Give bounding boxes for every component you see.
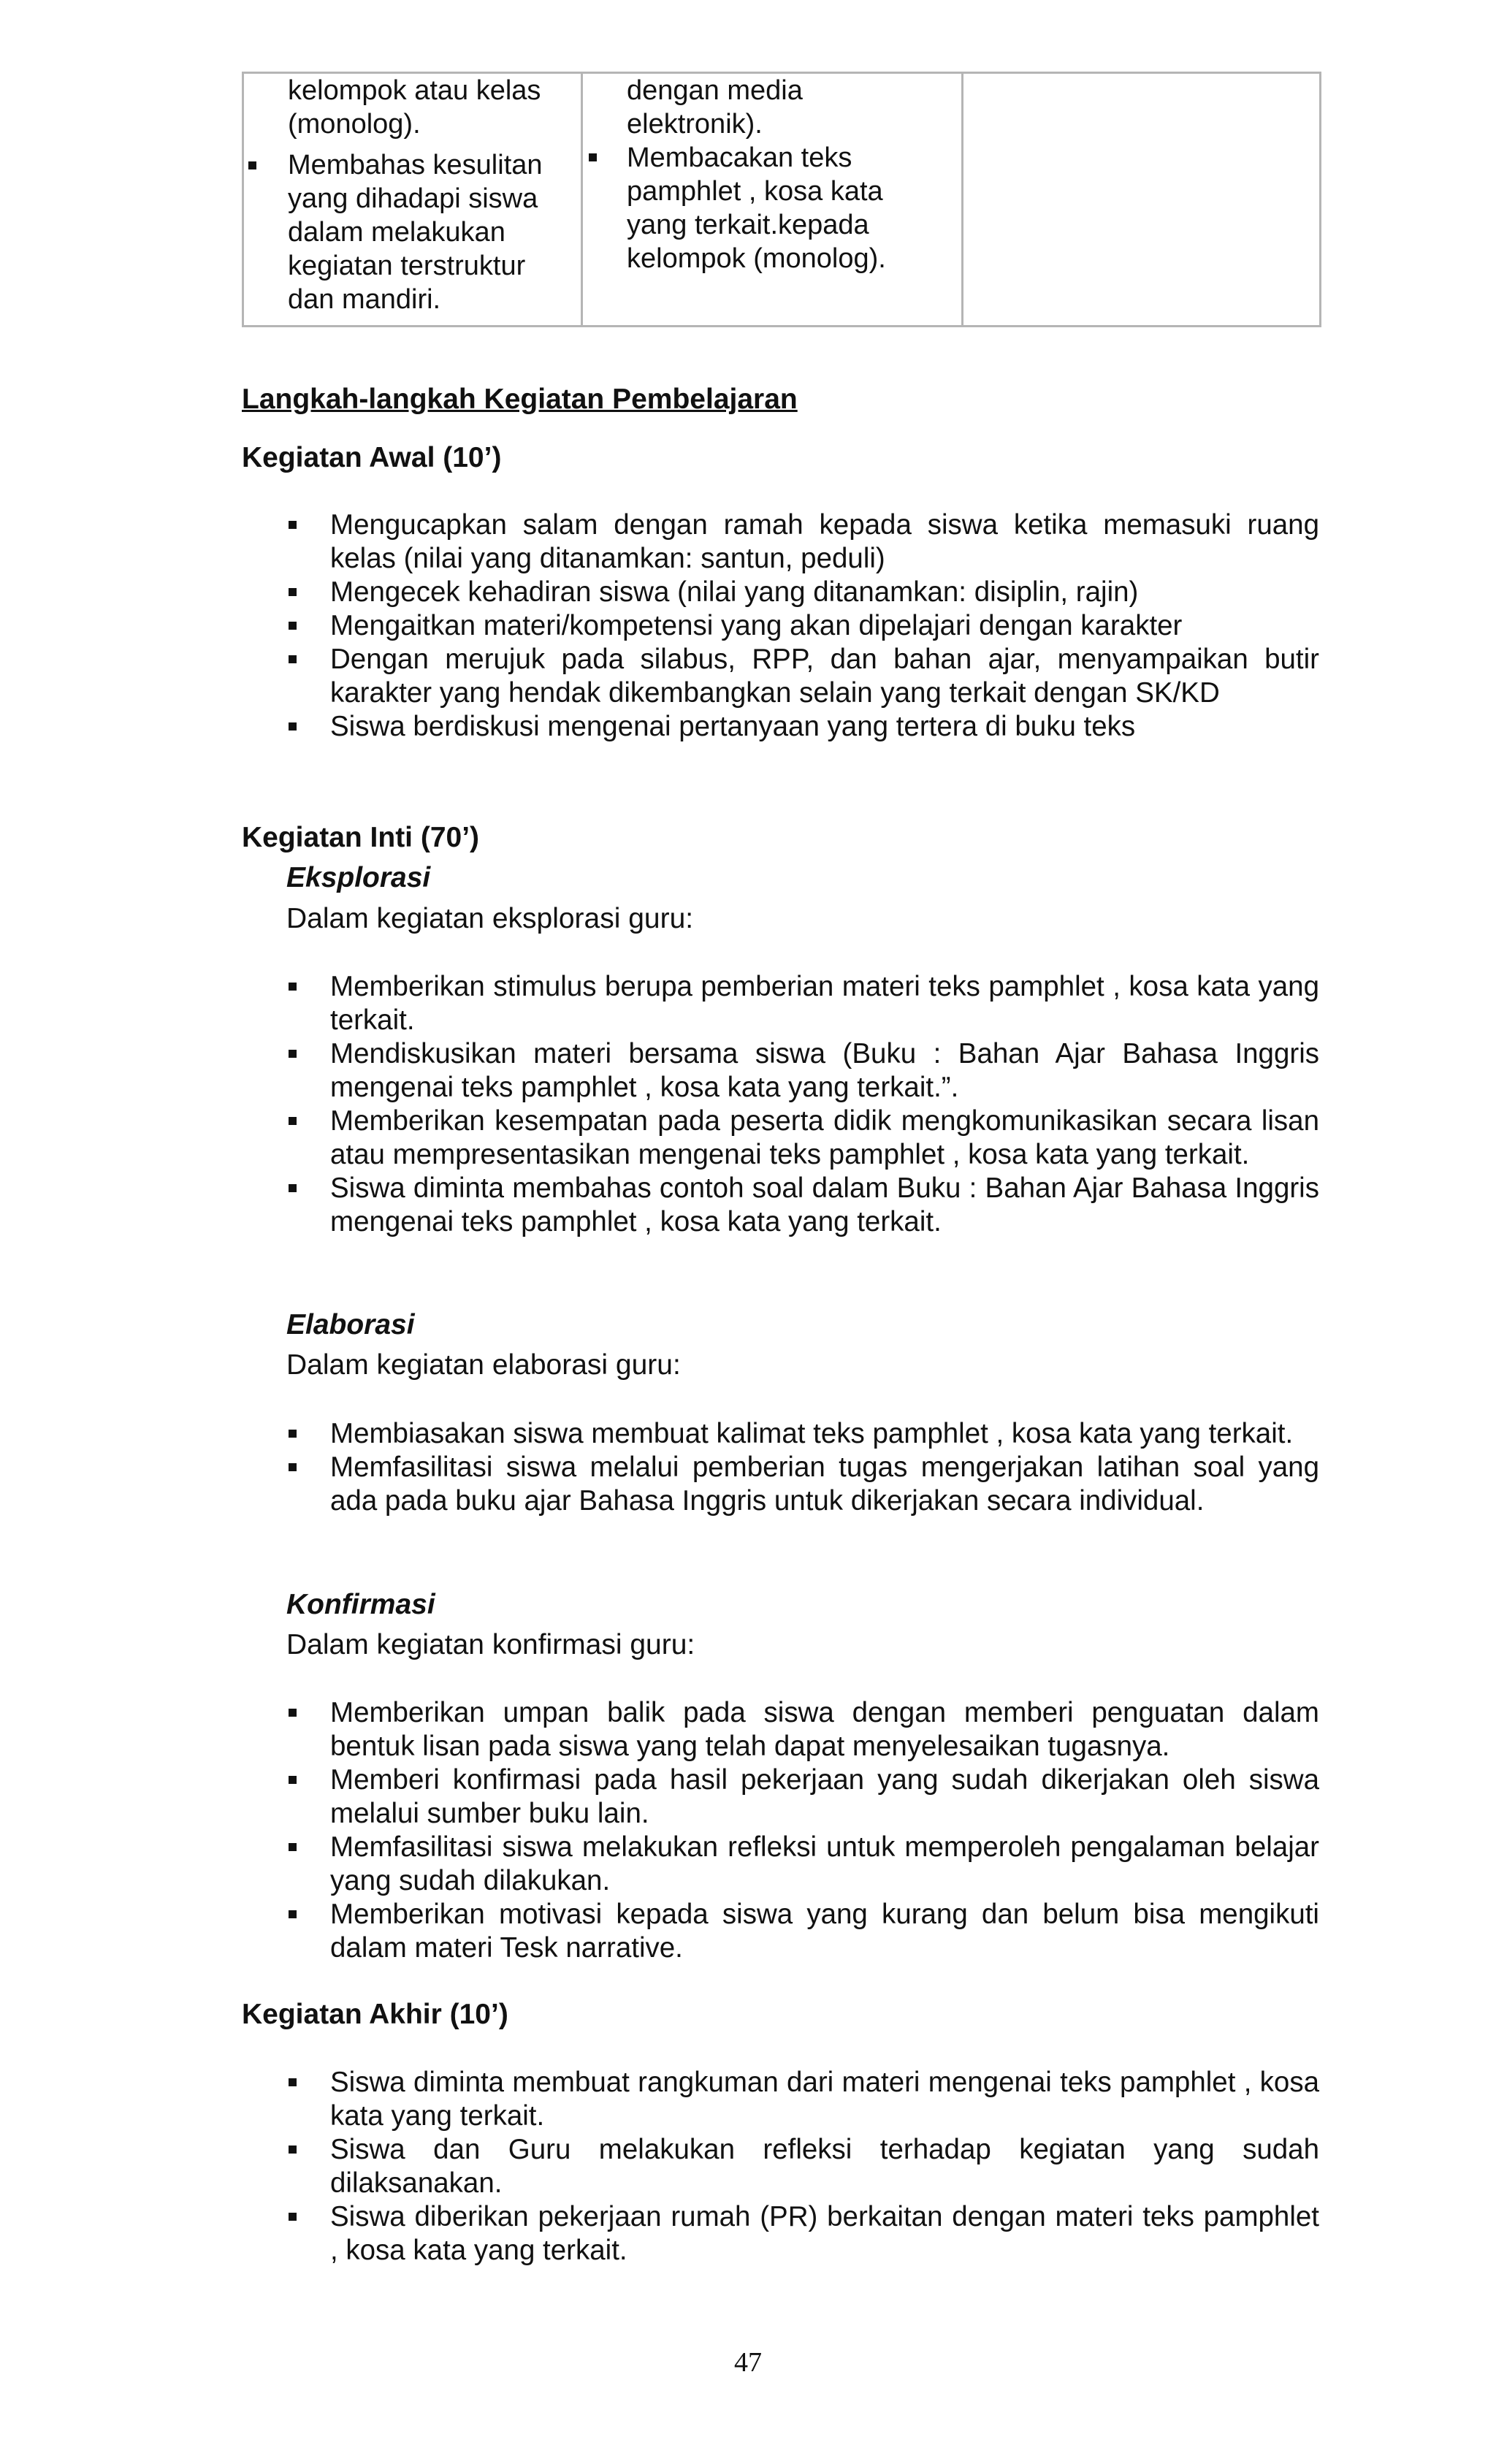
subheading-elaborasi: Elaborasi [286, 1309, 415, 1340]
cell-text-line: (monolog). [288, 109, 421, 140]
list-item: Memfasilitasi siswa melakukan refleksi untuk memperoleh pengalaman belajar yang sudah dilakukan. [330, 1831, 1319, 1896]
page-number: 47 [734, 2347, 762, 2378]
list-item: Membiasakan siswa membuat kalimat teks pamphlet , kosa kata yang terkait. [330, 1417, 1319, 1451]
cell-bullet-line: kegiatan terstruktur [288, 251, 526, 281]
intro-konfirmasi: Dalam kegiatan konfirmasi guru: [286, 1629, 695, 1660]
cell-bullet-line: Membacakan teks [627, 142, 852, 173]
intro-eksplorasi: Dalam kegiatan eksplorasi guru: [286, 903, 694, 934]
list-item: Siswa diberikan pekerjaan rumah (PR) berkaitan dengan materi teks pamphlet , kosa kata yang terkait. [330, 2201, 1319, 2266]
list-item: Siswa dan Guru melakukan refleksi terhadap kegiatan yang sudah dilaksanakan. [330, 2134, 1319, 2199]
cell-bullet-line: Membahas kesulitan [288, 150, 543, 180]
cell-bullet-line: yang terkait.kepada [627, 210, 869, 240]
list-item: Memfasilitasi siswa melalui pemberian tugas mengerjakan latihan soal yang ada pada buku ajar Bahasa Inggris untuk dikerjakan secara individual. [330, 1452, 1319, 1517]
list-item: Siswa diminta membahas contoh soal dalam Buku : Bahan Ajar Bahasa Inggris mengenai teks pamphlet , kosa kata yang terkait. [330, 1172, 1319, 1237]
list-item: Dengan merujuk pada silabus, RPP, dan bahan ajar, menyampaikan butir karakter yang hendak dikembangkan selain yang terkait dengan SK/KD [330, 644, 1319, 709]
table-cell-2 [582, 73, 963, 327]
heading-kegiatan-inti: Kegiatan Inti (70’) [242, 822, 480, 853]
list-konfirmasi [330, 1696, 1319, 1965]
list-item: Memberikan kesempatan pada peserta didik mengkomunikasikan secara lisan atau mempresentasikan mengenai teks pamphlet , kosa kata yang terkait. [330, 1105, 1319, 1170]
section-title: Langkah-langkah Kegiatan Pembelajaran [242, 384, 798, 415]
list-item: Memberi konfirmasi pada hasil pekerjaan yang sudah dikerjakan oleh siswa melalui sumber buku lain. [330, 1764, 1319, 1829]
list-kegiatan-akhir [330, 2066, 1319, 2267]
cell-text-line: kelompok atau kelas [288, 75, 541, 106]
cell-bullet-line: pamphlet , kosa kata [627, 176, 883, 207]
cell-bullet-line: kelompok (monolog). [627, 243, 886, 274]
heading-kegiatan-akhir: Kegiatan Akhir (10’) [242, 1999, 508, 2030]
list-kegiatan-awal [330, 508, 1319, 744]
cell-text-line: dengan media [627, 75, 803, 106]
list-elaborasi [330, 1417, 1319, 1518]
table-cell-1 [243, 73, 582, 327]
heading-kegiatan-awal: Kegiatan Awal (10’) [242, 442, 502, 473]
subheading-eksplorasi: Eksplorasi [286, 862, 431, 893]
intro-elaborasi: Dalam kegiatan elaborasi guru: [286, 1349, 681, 1381]
list-item: Mendiskusikan materi bersama siswa (Buku : Bahan Ajar Bahasa Inggris mengenai teks pamphlet , kosa kata yang terkait.”. [330, 1038, 1319, 1103]
subheading-konfirmasi: Konfirmasi [286, 1589, 435, 1620]
table-cell-3 [963, 73, 1321, 327]
list-item: Siswa diminta membuat rangkuman dari materi mengenai teks pamphlet , kosa kata yang terkait. [330, 2067, 1319, 2132]
list-item: Mengaitkan materi/kompetensi yang akan dipelajari dengan karakter [330, 609, 1319, 643]
list-item: Memberikan motivasi kepada siswa yang kurang dan belum bisa mengikuti dalam materi Tesk narrative. [330, 1899, 1319, 1964]
square-bullet-icon [248, 161, 256, 169]
cell-bullet-line: dan mandiri. [288, 284, 441, 315]
cell-text-line: elektronik). [627, 109, 763, 140]
list-eksplorasi [330, 970, 1319, 1239]
list-item: Memberikan stimulus berupa pemberian materi teks pamphlet , kosa kata yang terkait. [330, 971, 1319, 1036]
cell-bullet-line: dalam melakukan [288, 217, 505, 248]
list-item: Memberikan umpan balik pada siswa dengan memberi penguatan dalam bentuk lisan pada siswa yang telah dapat menyelesaikan tugasnya. [330, 1697, 1319, 1762]
square-bullet-icon [589, 153, 597, 161]
list-item: Mengucapkan salam dengan ramah kepada siswa ketika memasuki ruang kelas (nilai yang ditanamkan: santun, peduli) [330, 509, 1319, 574]
cell-bullet-line: yang dihadapi siswa [288, 183, 538, 214]
continuation-table [242, 72, 1321, 327]
list-item: Siswa berdiskusi mengenai pertanyaan yang tertera di buku teks [330, 710, 1319, 744]
list-item: Mengecek kehadiran siswa (nilai yang ditanamkan: disiplin, rajin) [330, 576, 1319, 609]
table-row [243, 73, 1321, 327]
